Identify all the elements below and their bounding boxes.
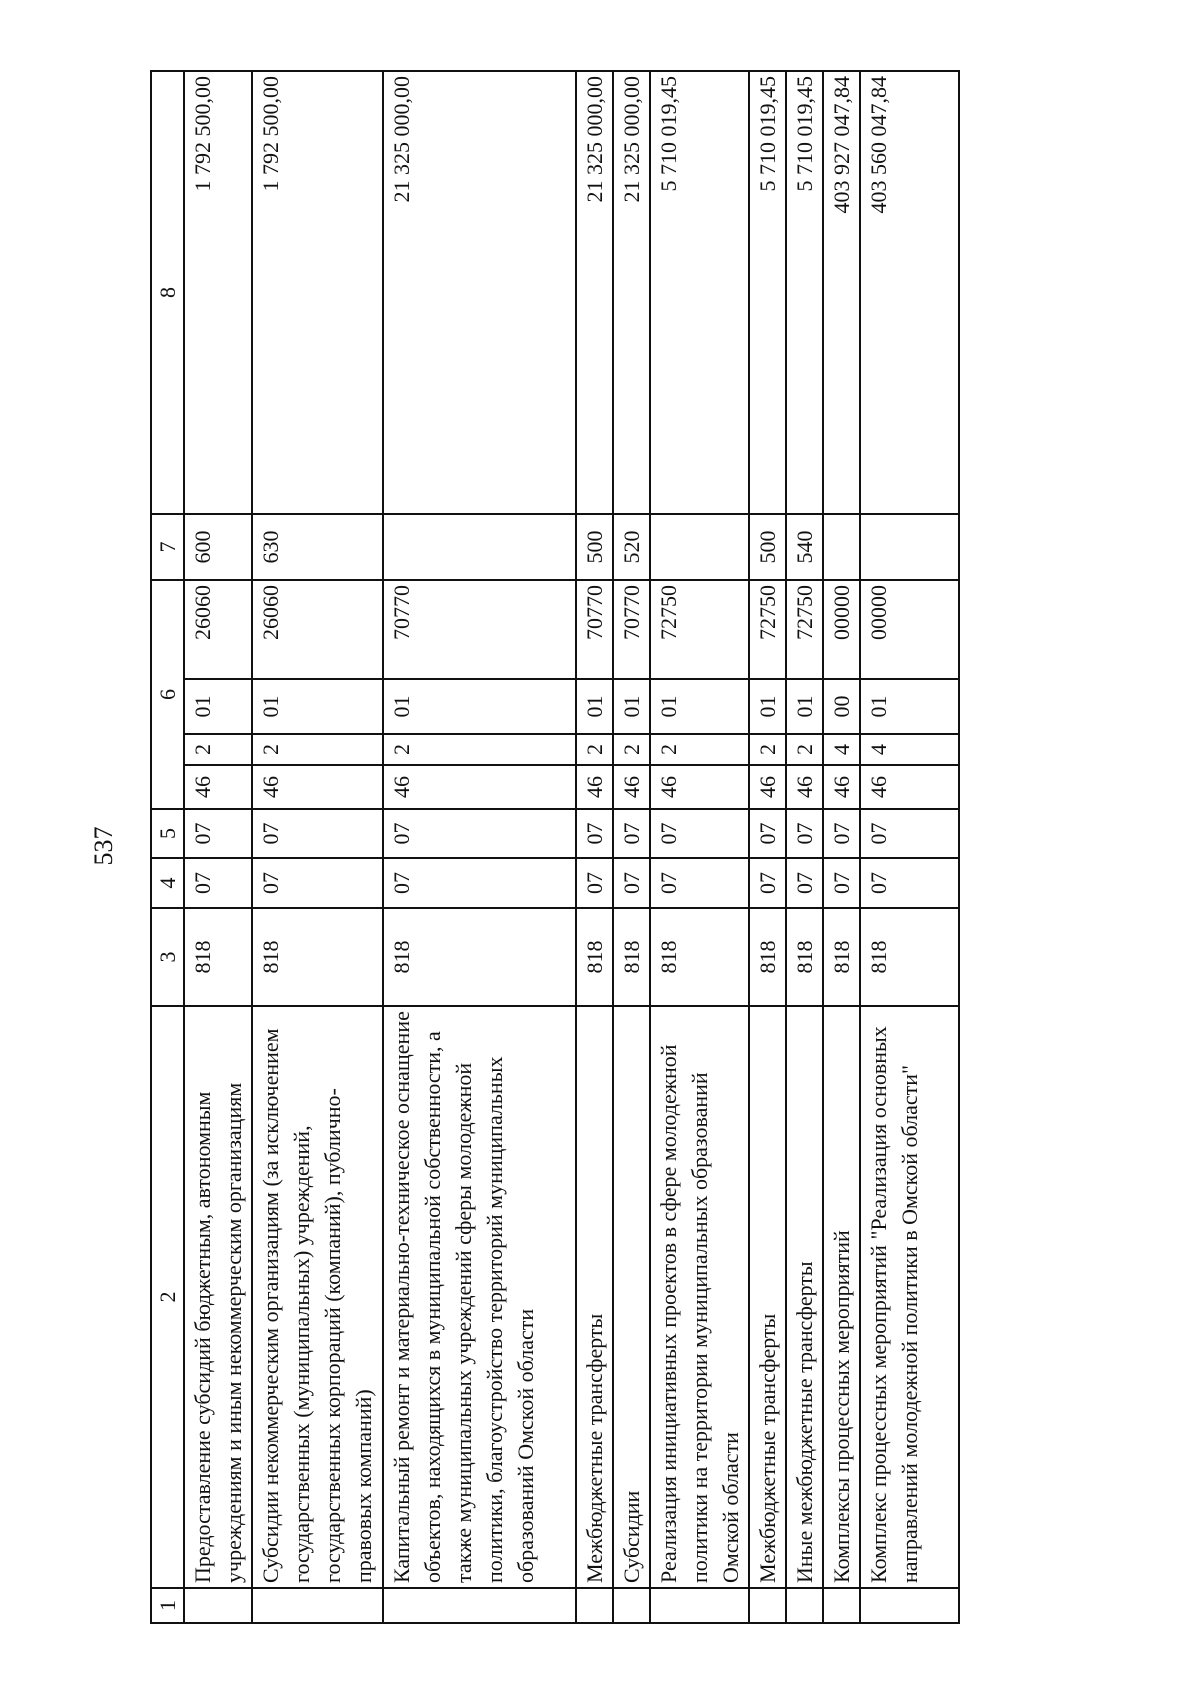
table-row xyxy=(184,71,252,1623)
cell-col-3: 818 xyxy=(576,908,613,1006)
cell-col-3: 818 xyxy=(860,908,959,1006)
header-col-2: 2 xyxy=(151,1006,184,1588)
header-col-4: 4 xyxy=(151,858,184,908)
cell-amount: 1 792 500,00 xyxy=(252,71,383,514)
cell-amount: 21 325 000,00 xyxy=(576,71,613,514)
cell-col-6c: 01 xyxy=(383,679,576,734)
cell-col-4: 07 xyxy=(749,858,786,908)
cell-name: Иные межбюджетные трансферты xyxy=(786,1006,823,1588)
cell-name: Субсидии некоммерческим организациям (за исключением государственных (муниципальных) учреждений, государственных корпораций (компаний), публично-правовых компаний) xyxy=(252,1006,383,1588)
cell-col-3: 818 xyxy=(184,908,252,1006)
cell-col-6b: 2 xyxy=(252,734,383,765)
cell-name: Субсидии xyxy=(613,1006,650,1588)
cell-col-4: 07 xyxy=(184,858,252,908)
cell-col-6b: 2 xyxy=(786,734,823,765)
cell-col-6a: 46 xyxy=(650,765,749,809)
page-number: 537 xyxy=(89,826,118,866)
cell-col-6d: 72750 xyxy=(749,580,786,679)
cell-col-6b: 4 xyxy=(823,734,860,765)
cell-col-3: 818 xyxy=(749,908,786,1006)
table-row xyxy=(786,71,823,1623)
cell-amount: 403 560 047,84 xyxy=(860,71,959,514)
cell-col-3: 818 xyxy=(383,908,576,1006)
cell-col-6a: 46 xyxy=(749,765,786,809)
cell-amount: 5 710 019,45 xyxy=(650,71,749,514)
cell-col-5: 07 xyxy=(383,809,576,858)
cell-col-1 xyxy=(860,1588,959,1623)
cell-col-7 xyxy=(650,514,749,580)
table-row xyxy=(383,71,576,1623)
cell-amount: 5 710 019,45 xyxy=(749,71,786,514)
cell-amount: 21 325 000,00 xyxy=(613,71,650,514)
cell-col-4: 07 xyxy=(786,858,823,908)
cell-col-7: 500 xyxy=(576,514,613,580)
cell-col-6c: 01 xyxy=(749,679,786,734)
cell-name: Капитальный ремонт и материально-техническое оснащение объектов, находящихся в муниципальной собственности, а также муниципальных учреждений сферы молодежной политики, благоустройство территорий муниципальных образований Омской области xyxy=(383,1006,576,1588)
cell-col-6c: 01 xyxy=(650,679,749,734)
table-header-row xyxy=(151,71,184,1623)
cell-col-4: 07 xyxy=(252,858,383,908)
header-col-1: 1 xyxy=(151,1588,184,1623)
cell-name: Реализация инициативных проектов в сфере молодежной политики на территории муниципальных образований Омской области xyxy=(650,1006,749,1588)
cell-col-6d: 70770 xyxy=(383,580,576,679)
cell-col-4: 07 xyxy=(576,858,613,908)
cell-col-5: 07 xyxy=(823,809,860,858)
cell-col-6a: 46 xyxy=(823,765,860,809)
budget-table xyxy=(150,70,960,1624)
cell-col-4: 07 xyxy=(650,858,749,908)
cell-col-6a: 46 xyxy=(860,765,959,809)
cell-col-6d: 00000 xyxy=(823,580,860,679)
cell-col-6d: 70770 xyxy=(576,580,613,679)
cell-name: Комплексы процессных мероприятий xyxy=(823,1006,860,1588)
cell-col-6a: 46 xyxy=(786,765,823,809)
cell-col-5: 07 xyxy=(749,809,786,858)
header-col-6: 6 xyxy=(151,580,184,809)
cell-col-6c: 00 xyxy=(823,679,860,734)
cell-col-4: 07 xyxy=(823,858,860,908)
cell-col-1 xyxy=(184,1588,252,1623)
cell-col-7: 540 xyxy=(786,514,823,580)
cell-col-5: 07 xyxy=(613,809,650,858)
table-row xyxy=(860,71,959,1623)
cell-col-1 xyxy=(383,1588,576,1623)
cell-name: Предоставление субсидий бюджетным, автономным учреждениям и иным некоммерческим организациям xyxy=(184,1006,252,1588)
cell-col-7: 520 xyxy=(613,514,650,580)
cell-col-5: 07 xyxy=(184,809,252,858)
cell-col-1 xyxy=(650,1588,749,1623)
cell-col-6c: 01 xyxy=(252,679,383,734)
cell-col-3: 818 xyxy=(650,908,749,1006)
cell-col-1 xyxy=(252,1588,383,1623)
table-row xyxy=(823,71,860,1623)
cell-col-6a: 46 xyxy=(576,765,613,809)
cell-col-4: 07 xyxy=(383,858,576,908)
cell-col-6a: 46 xyxy=(613,765,650,809)
cell-col-1 xyxy=(749,1588,786,1623)
cell-col-6b: 4 xyxy=(860,734,959,765)
cell-col-6d: 72750 xyxy=(650,580,749,679)
cell-amount: 1 792 500,00 xyxy=(184,71,252,514)
cell-col-5: 07 xyxy=(252,809,383,858)
cell-amount: 403 927 047,84 xyxy=(823,71,860,514)
cell-col-6c: 01 xyxy=(613,679,650,734)
cell-col-4: 07 xyxy=(613,858,650,908)
cell-col-7 xyxy=(383,514,576,580)
cell-amount: 21 325 000,00 xyxy=(383,71,576,514)
table-row xyxy=(252,71,383,1623)
cell-col-6b: 2 xyxy=(613,734,650,765)
cell-col-6b: 2 xyxy=(576,734,613,765)
header-col-8: 8 xyxy=(151,71,184,514)
cell-col-6c: 01 xyxy=(786,679,823,734)
cell-col-1 xyxy=(613,1588,650,1623)
cell-col-6c: 01 xyxy=(576,679,613,734)
cell-name: Комплекс процессных мероприятий "Реализация основных направлений молодежной политики в Омской области" xyxy=(860,1006,959,1588)
cell-col-1 xyxy=(786,1588,823,1623)
cell-col-6b: 2 xyxy=(650,734,749,765)
cell-col-6d: 70770 xyxy=(613,580,650,679)
cell-col-6b: 2 xyxy=(383,734,576,765)
cell-col-1 xyxy=(576,1588,613,1623)
cell-col-1 xyxy=(823,1588,860,1623)
cell-col-6b: 2 xyxy=(184,734,252,765)
table-row xyxy=(650,71,749,1623)
cell-col-6a: 46 xyxy=(252,765,383,809)
cell-col-6d: 00000 xyxy=(860,580,959,679)
cell-col-6a: 46 xyxy=(184,765,252,809)
cell-col-5: 07 xyxy=(786,809,823,858)
cell-col-7 xyxy=(823,514,860,580)
cell-name: Межбюджетные трансферты xyxy=(749,1006,786,1588)
cell-col-7: 630 xyxy=(252,514,383,580)
cell-name: Межбюджетные трансферты xyxy=(576,1006,613,1588)
table-row xyxy=(576,71,613,1623)
cell-col-3: 818 xyxy=(252,908,383,1006)
cell-col-7 xyxy=(860,514,959,580)
table-row xyxy=(613,71,650,1623)
cell-col-5: 07 xyxy=(650,809,749,858)
cell-amount: 5 710 019,45 xyxy=(786,71,823,514)
cell-col-6a: 46 xyxy=(383,765,576,809)
cell-col-6b: 2 xyxy=(749,734,786,765)
cell-col-3: 818 xyxy=(786,908,823,1006)
cell-col-6d: 72750 xyxy=(786,580,823,679)
budget-table-rotated xyxy=(150,72,1100,1624)
cell-col-7: 500 xyxy=(749,514,786,580)
cell-col-6c: 01 xyxy=(860,679,959,734)
cell-col-6d: 26060 xyxy=(252,580,383,679)
cell-col-6c: 01 xyxy=(184,679,252,734)
cell-col-3: 818 xyxy=(823,908,860,1006)
header-col-7: 7 xyxy=(151,514,184,580)
cell-col-7: 600 xyxy=(184,514,252,580)
cell-col-4: 07 xyxy=(860,858,959,908)
cell-col-3: 818 xyxy=(613,908,650,1006)
cell-col-6d: 26060 xyxy=(184,580,252,679)
header-col-3: 3 xyxy=(151,908,184,1006)
cell-col-5: 07 xyxy=(860,809,959,858)
table-row xyxy=(749,71,786,1623)
header-col-5: 5 xyxy=(151,809,184,858)
cell-col-5: 07 xyxy=(576,809,613,858)
